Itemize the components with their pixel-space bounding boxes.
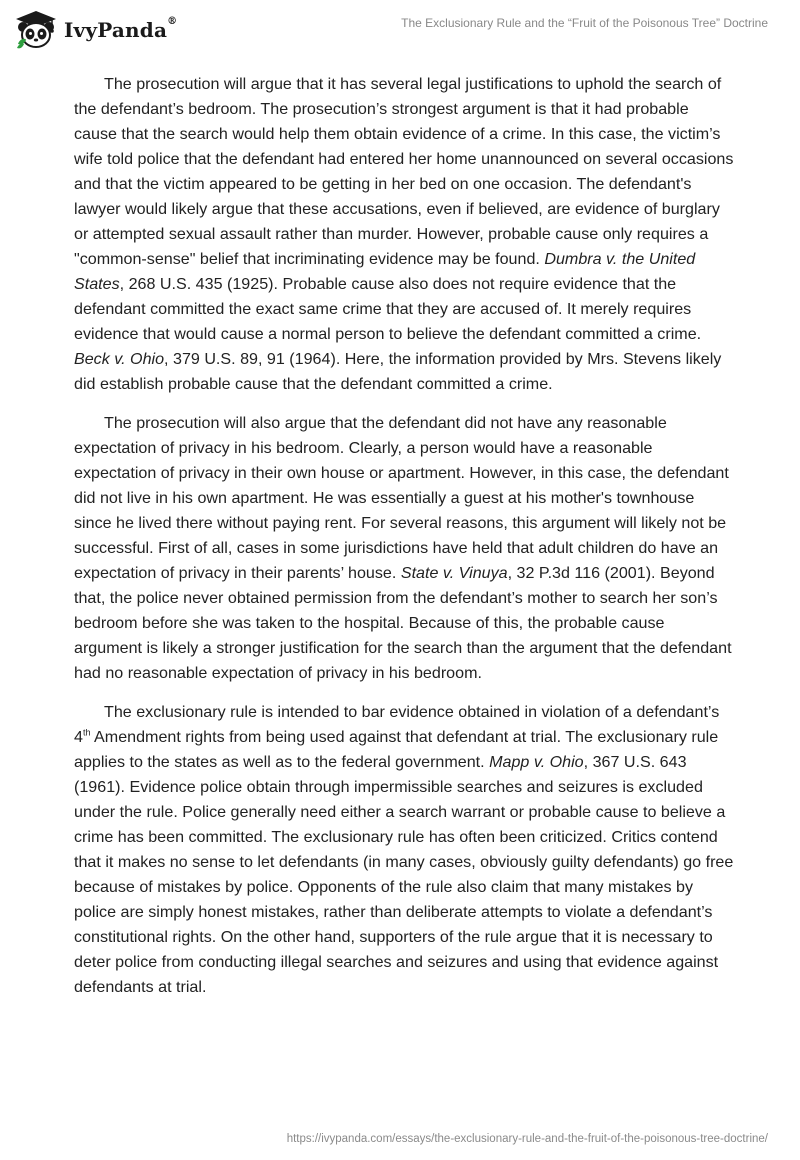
case-citation: Beck v. Ohio bbox=[74, 350, 165, 368]
case-citation: State v. Vinuya bbox=[400, 564, 508, 582]
paragraph-expectation-of-privacy: The prosecution will also argue that the defendant did not have any reasonable expectation of privacy in his bedroom. Clearly, a person would have a reasonable expectation of privacy in their own house or apartment. However, in this case, the defendant did not live in his own apartment. He was essentially a guest at his mother's townhouse since he lived there without paying rent. For several reasons, this argument will likely not be successful. First of all, cases in some jurisdictions have held that adult children do have an expectation of privacy in their parents’ house. State v. Vinuya, 32 P.3d 116 (2001). Beyond that, the police never obtained permission from the defendant’s mother to search her son’s bedroom before she was taken to the hospital. Because of this, the probable cause argument is likely a stronger justification for the search than the argument that the defendant had no reasonable expectation of privacy in his bedroom. bbox=[74, 414, 732, 682]
document-title: The Exclusionary Rule and the “Fruit of the Poisonous Tree” Doctrine bbox=[401, 16, 768, 30]
brand-name: IvyPanda® bbox=[64, 16, 178, 42]
panda-graduate-icon bbox=[14, 10, 58, 50]
paragraph-probable-cause: The prosecution will argue that it has several legal justifications to uphold the search of the defendant’s bedroom. The prosecution’s strongest argument is that it had probable cause that the search would help them obtain evidence of a crime. In this case, the victim’s wife told police that the defendant had entered her home unannounced on several occasions and that the victim appeared to be getting in her bed on one occasion. The defendant's lawyer would likely argue that these accusations, even if believed, are evidence of burglary or attempted sexual assault rather than murder. However, probable cause only requires a "common-sense" belief that incriminating evidence may be found. Dumbra v. the United States, 268 U.S. 435 (1925). Probable cause also does not require evidence that the defendant committed the exact same crime that they are accused of. It merely requires evidence that would cause a normal person to believe the defendant committed a crime. Beck v. Ohio, 379 U.S. 89, 91 (1964). Here, the information provided by Mrs. Stevens likely did establish probable cause that the defendant committed a crime. bbox=[74, 75, 734, 393]
brand-logo[interactable] bbox=[14, 10, 177, 50]
case-citation: Dumbra v. the United States bbox=[74, 250, 696, 293]
essay-body bbox=[74, 72, 734, 1014]
source-url[interactable]: https://ivypanda.com/essays/the-exclusionary-rule-and-the-fruit-of-the-poisonous-tree-doctrine/ bbox=[286, 1133, 768, 1145]
case-citation: Mapp v. Ohio bbox=[489, 753, 584, 771]
paragraph-exclusionary-rule: The exclusionary rule is intended to bar evidence obtained in violation of a defendant’s 4th Amendment rights from being used against that defendant at trial. The exclusionary rule applies to the states as well as to the federal government. Mapp v. Ohio, 367 U.S. 643 (1961). Evidence police obtain through impermissible searches and seizures is excluded under the rule. Police generally need either a search warrant or probable cause to believe a crime has been committed. The exclusionary rule has often been criticized. Critics contend that it makes no sense to let defendants (in many cases, obviously guilty defendants) go free because of mistakes by police. Opponents of the rule also claim that many mistakes by police are simply honest mistakes, rather than deliberate attempts to violate a defendant’s constitutional rights. On the other hand, supporters of the rule argue that it is necessary to deter police from conducting illegal searches and seizures and using that evidence against defendants at trial. bbox=[74, 703, 734, 996]
page-header bbox=[0, 0, 800, 60]
